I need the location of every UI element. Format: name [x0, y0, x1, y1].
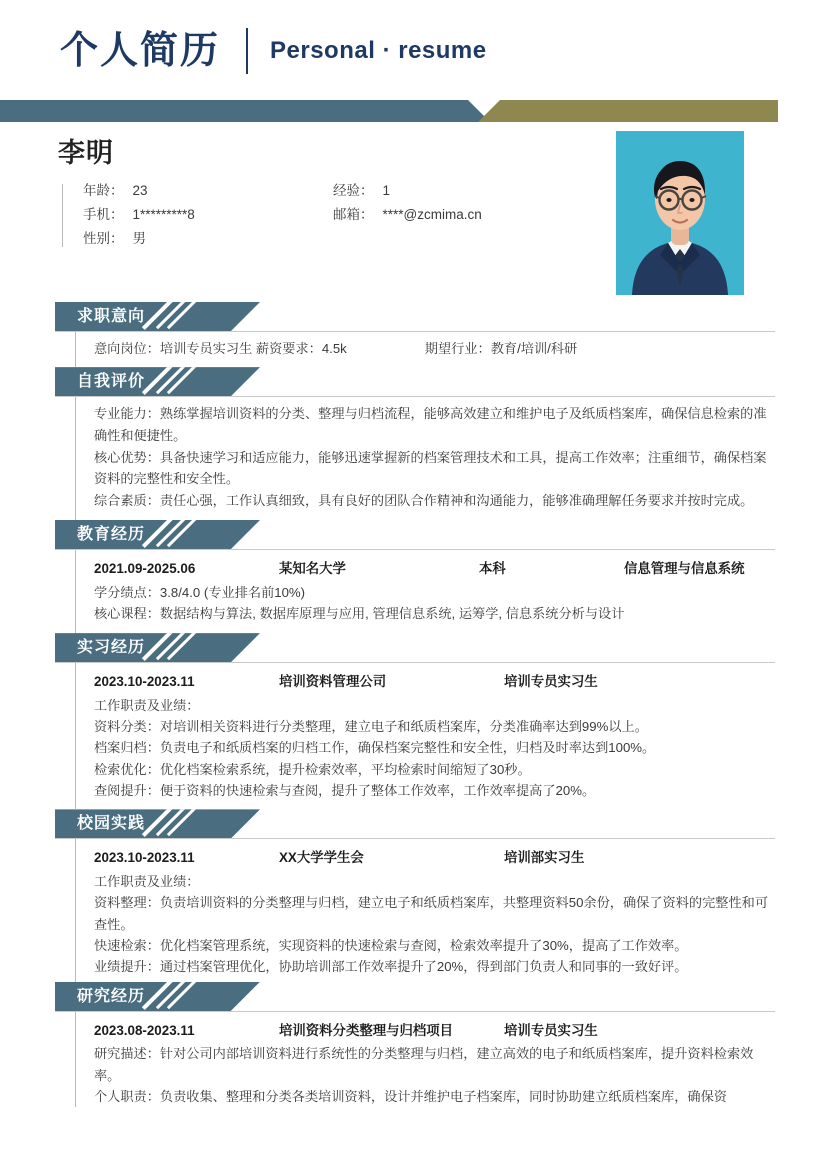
section-title-research: 研究经历: [77, 987, 146, 1005]
field-gender: [83, 232, 333, 247]
internship-line: 检索优化：优化档案检索系统，提升检索效率，平均检索时间缩短了30秒。: [94, 761, 531, 777]
section-body-research: [75, 1012, 775, 1108]
page-subtitle: Personal · resume: [270, 37, 487, 64]
field-age: [83, 184, 333, 199]
self-eval-line: 专业能力：熟练掌握培训资料的分类、整理与归档流程，能够高效建立和维护电子及纸质档案库，确保信息检索的准确性和便捷性。: [94, 406, 767, 443]
campus-entry-header: [94, 845, 775, 870]
contact-column-right: [333, 184, 482, 247]
campus-org: XX大学学生会: [279, 850, 364, 866]
contact-info: [62, 184, 623, 247]
internship-company: 培训资料管理公司: [279, 674, 387, 690]
field-experience: [333, 184, 482, 199]
field-age-value: 23: [132, 183, 148, 198]
section-title-job-intent: 求职意向: [77, 308, 146, 325]
band-gold-segment: [478, 100, 778, 122]
self-eval-line: 核心优势：具备快速学习和适应能力，能够迅速掌握新的档案管理技术和工具，提高工作效率；注重细节，确保档案资料的完整性和安全性。: [94, 449, 767, 487]
education-entry-header: [94, 556, 775, 581]
section-self-evaluation: [0, 367, 820, 520]
section-underline: [55, 396, 775, 397]
field-gender-value: 男: [132, 230, 146, 246]
section-header-campus-practice: [55, 809, 775, 839]
internship-entry-header: [94, 669, 775, 694]
title-divider: [246, 28, 248, 74]
field-email-value: ****@zcmima.cn: [382, 206, 482, 222]
section-title-internship: 实习经历: [77, 639, 146, 657]
masthead: [0, 0, 820, 100]
section-body-internship: [75, 663, 775, 809]
section-title-campus-practice: 校园实践: [77, 815, 146, 833]
section-underline: [55, 331, 775, 332]
section-underline: [55, 1011, 775, 1012]
research-line: 研究描述：针对公司内部培训资料进行系统性的分类整理与归档，建立高效的电子和纸质档案库，提升资料检索效率。: [94, 1046, 754, 1083]
section-body-education: [75, 550, 775, 633]
section-research: [0, 982, 820, 1108]
section-body-job-intent: [75, 332, 775, 367]
candidate-name: 李明: [58, 138, 114, 168]
campus-role: 培训部实习生: [504, 850, 585, 866]
section-job-intent: [0, 302, 820, 367]
avatar: [616, 131, 744, 295]
field-experience-value: 1: [382, 183, 391, 198]
section-body-self-evaluation: [75, 397, 775, 520]
education-school: 某知名大学: [279, 561, 346, 577]
research-entry-header: [94, 1018, 775, 1043]
research-date: 2023.08-2023.11: [94, 1022, 195, 1038]
campus-line: 资料整理：负责培训资料的分类整理与归档，建立电子和纸质档案库，共整理资料50余份，确保了资料的完整性和可查性。: [94, 895, 769, 932]
field-email-label: 邮箱：: [333, 206, 374, 222]
field-experience-label: 经验：: [333, 183, 374, 198]
internship-line: 查阅提升：便于资料的快速检索与查阅，提升了整体工作效率，工作效率提高了20%。: [94, 783, 596, 799]
section-internship: [0, 633, 820, 809]
contact-column-left: [83, 184, 333, 247]
intent-industry: 期望行业：教育/培训/科研: [424, 341, 578, 356]
masthead-title-group: [60, 28, 487, 74]
page-title: 个人简历: [60, 30, 221, 72]
section-title-self-evaluation: 自我评价: [77, 373, 146, 391]
campus-line: 快速检索：优化档案管理系统，实现资料的快速检索与查阅，检索效率提升了30%，提高了工作效率。: [94, 938, 688, 953]
internship-date: 2023.10-2023.11: [94, 674, 195, 690]
band-slate-segment: [0, 100, 490, 122]
field-phone: [83, 208, 333, 223]
section-title-education: 教育经历: [77, 526, 146, 544]
section-underline: [55, 838, 775, 839]
section-body-campus-practice: [75, 839, 775, 981]
intent-position-salary: 意向岗位：培训专员实习生 薪资要求：4.5k: [94, 341, 347, 356]
education-degree: 本科: [479, 561, 506, 577]
internship-line: 资料分类：对培训相关资料进行分类整理，建立电子和纸质档案库，分类准确率达到99%以上。: [94, 718, 648, 734]
campus-line: 工作职责及业绩：: [94, 873, 200, 889]
education-gpa: 学分绩点：3.8/4.0 (专业排名前10%): [94, 584, 306, 600]
education-major: 信息管理与信息系统: [624, 561, 745, 577]
section-header-research: [55, 982, 775, 1012]
section-education: [0, 520, 820, 633]
profile-block: [0, 122, 820, 302]
field-phone-label: 手机：: [83, 206, 124, 222]
header-color-band: [0, 100, 820, 122]
section-underline: [55, 549, 775, 550]
field-phone-value: 1*********8: [132, 206, 195, 222]
section-header-education: [55, 520, 775, 550]
internship-line: 工作职责及业绩：: [94, 697, 200, 713]
section-campus-practice: [0, 809, 820, 981]
section-header-job-intent: [55, 302, 775, 332]
field-gender-label: 性别：: [83, 230, 124, 246]
research-project: 培训资料分类整理与归档项目: [279, 1022, 454, 1038]
section-underline: [55, 662, 775, 663]
internship-role: 培训专员实习生: [504, 674, 598, 690]
education-date: 2021.09-2025.06: [94, 561, 196, 577]
campus-date: 2023.10-2023.11: [94, 850, 195, 866]
research-line: 个人职责：负责收集、整理和分类各类培训资料，设计并维护电子档案库，同时协助建立纸质档案库，确保资: [94, 1088, 727, 1104]
education-courses: 核心课程：数据结构与算法, 数据库原理与应用, 管理信息系统, 运筹学, 信息系统分析与设计: [94, 606, 625, 622]
field-email: [333, 208, 482, 223]
internship-line: 档案归档：负责电子和纸质档案的归档工作，确保档案完整性和安全性，归档及时率达到100%。: [94, 740, 656, 756]
campus-line: 业绩提升：通过档案管理优化，协助培训部工作效率提升了20%，得到部门负责人和同事的一致好评。: [94, 959, 688, 975]
section-header-self-evaluation: [55, 367, 775, 397]
section-header-internship: [55, 633, 775, 663]
research-role: 培训专员实习生: [504, 1022, 598, 1038]
self-eval-line: 综合素质：责任心强，工作认真细致，具有良好的团队合作精神和沟通能力，能够准确理解任务要求并按时完成。: [94, 493, 754, 509]
field-age-label: 年龄：: [83, 183, 124, 198]
